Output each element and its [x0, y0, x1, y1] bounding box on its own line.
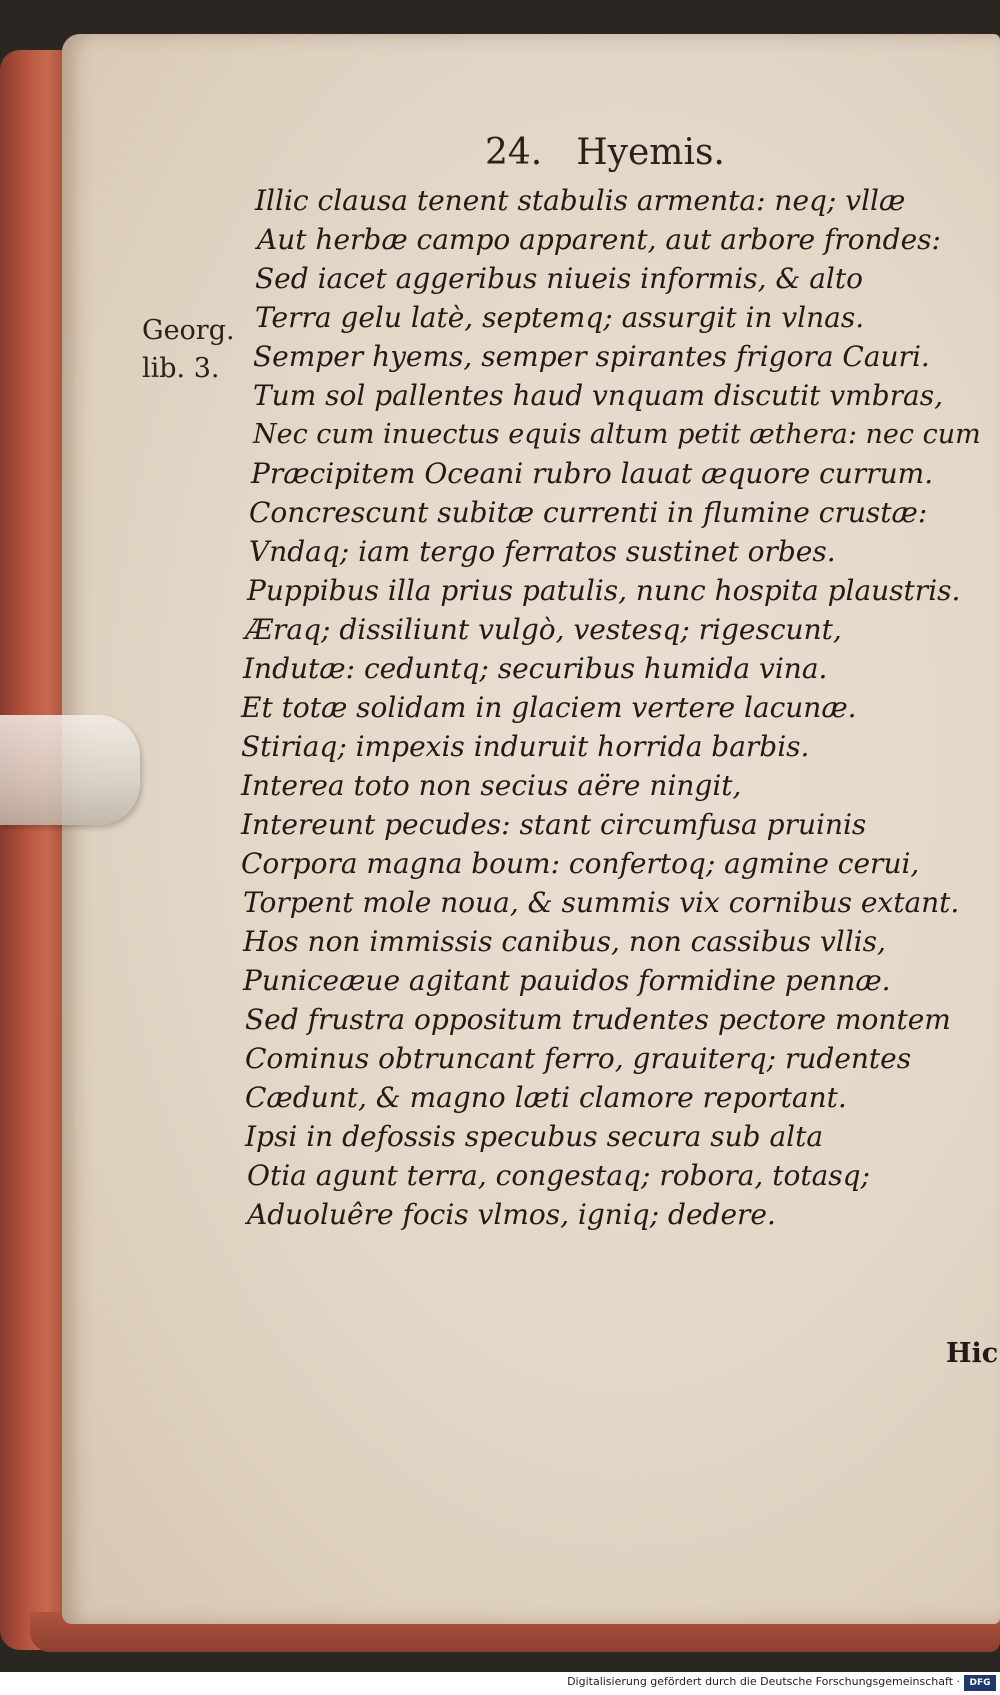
verse-line: Otia agunt terra, congestaq; robora, totasq;	[247, 1159, 870, 1192]
verse-line: Interea toto non secius aëre ningit,	[241, 769, 742, 802]
verse-line: Corpora magna boum: confertoq; agmine cerui,	[241, 847, 920, 880]
catchword: Hic	[946, 1338, 999, 1369]
verse-line: Cædunt, & magno læti clamore reportant.	[245, 1081, 847, 1114]
verse-line: Cominus obtruncant ferro, grauiterq; rudentes	[245, 1042, 912, 1075]
verse-line: Aut herbæ campo apparent, aut arbore frondes:	[257, 223, 941, 256]
verse-line: Nec cum inuectus equis altum petit æthera: nec cum	[253, 419, 981, 450]
verse-line: Sed frustra oppositum trudentes pectore montem	[245, 1003, 951, 1036]
verse-line: Puppibus illa prius patulis, nunc hospita plaustris.	[247, 574, 961, 607]
verse-line: Puniceæue agitant pauidos formidine pennæ.	[243, 964, 891, 997]
verse-line: Indutæ: ceduntq; securibus humida vina.	[243, 652, 828, 685]
verse-line: Tum sol pallentes haud vnquam discutit vmbras,	[253, 379, 943, 412]
verse-line: Aduoluêre focis vlmos, igniq; dedere.	[247, 1198, 776, 1231]
verse-line: Æraq; dissiliunt vulgò, vestesq; rigescunt,	[245, 613, 842, 646]
verse-line: Præcipitem Oceani rubro lauat æquore currum.	[251, 457, 934, 490]
dfg-logo: DFG	[964, 1675, 996, 1691]
verse-line: Et totæ solidam in glaciem vertere lacunæ.	[241, 691, 857, 724]
verse-line: Concrescunt subitæ currenti in flumine crustæ:	[249, 496, 928, 529]
margin-note-line: Georg.	[142, 315, 235, 346]
verse-line: Torpent mole noua, & summis vix cornibus extant.	[243, 886, 960, 919]
verse-line: Terra gelu latè, septemq; assurgit in vlnas.	[255, 301, 865, 334]
verse-line: Stiriaq; impexis induruit horrida barbis.	[241, 730, 810, 763]
verse-line: Intereunt pecudes: stant circumfusa pruinis	[241, 808, 867, 841]
verse-line: Ipsi in defossis specubus secura sub alta	[245, 1120, 824, 1153]
footer-bar	[0, 1672, 1000, 1695]
margin-note-line: lib. 3.	[142, 353, 220, 384]
verse-line: Vndaq; iam tergo ferratos sustinet orbes.	[249, 535, 836, 568]
page-number: 24.	[485, 132, 543, 173]
running-title: Hyemis.	[576, 132, 725, 173]
verse-line: Semper hyems, semper spirantes frigora Cauri.	[253, 340, 930, 373]
verse-line: Hos non immissis canibus, non cassibus vllis,	[243, 925, 886, 958]
verse-line: Sed iacet aggeribus niueis informis, & alto	[255, 262, 863, 295]
funding-credit: Digitalisierung gefördert durch die Deutsche Forschungsgemeinschaft ·	[567, 1675, 960, 1688]
verse-line: Illic clausa tenent stabulis armenta: neq; vllæ	[255, 184, 906, 217]
